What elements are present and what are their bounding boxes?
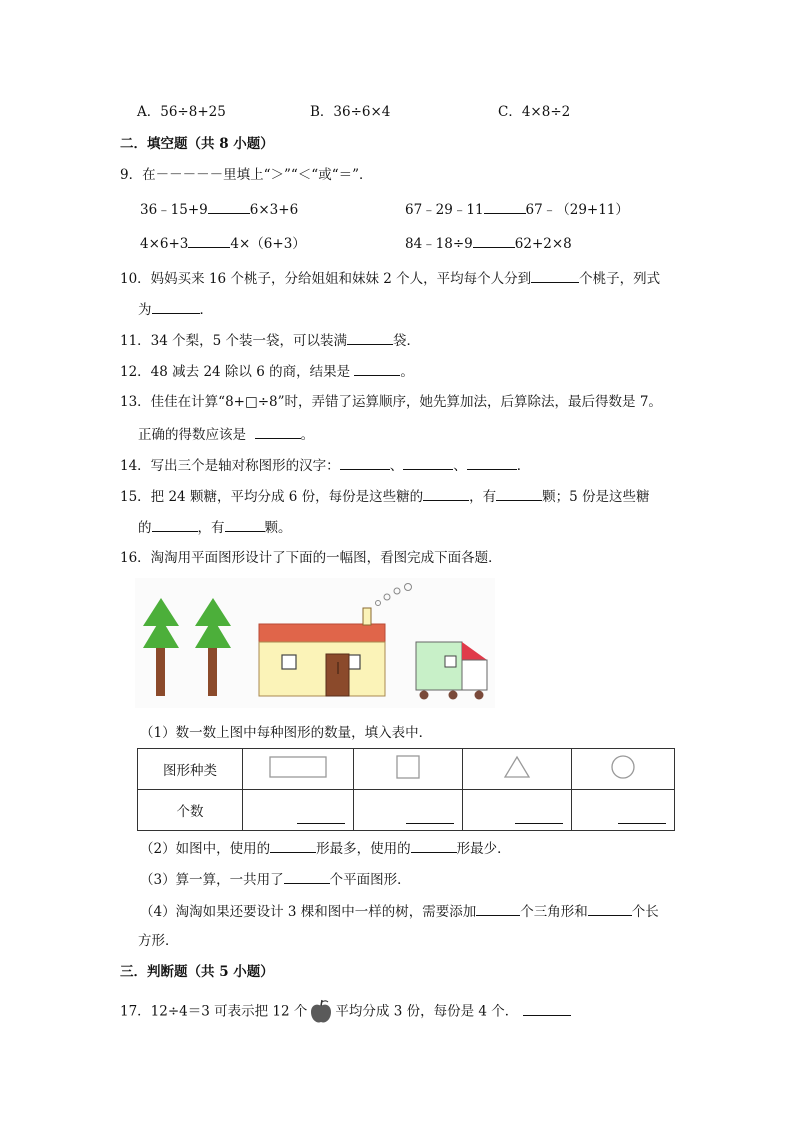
q9-r1-right-b: 67﹣（29+11） [525, 202, 629, 218]
circle-count-blank[interactable] [572, 790, 675, 831]
shapes-illustration [135, 578, 495, 708]
q16-sub4-c: 个长 [631, 904, 659, 920]
section3-title: 三．判断题（共 5 小题） [120, 964, 274, 980]
tree-left-trunk [156, 648, 165, 696]
q9-r2-right-blank[interactable] [473, 233, 515, 248]
house-wall [259, 642, 385, 696]
q9-r1-left-b: 6×3+6 [249, 202, 299, 218]
square-shape-cell [354, 749, 463, 790]
q8-option-a: A．56÷8+25 [137, 104, 226, 120]
triangle-shape-cell [463, 749, 572, 790]
q10-line2-a: 为 [138, 302, 152, 318]
q12-b: 。 [400, 364, 414, 380]
q16-sub3-blank[interactable] [284, 869, 330, 884]
table-header-shape-type: 图形种类 [138, 749, 243, 790]
q15-line1-a: 15．把 24 颗糖，平均分成 6 份，每份是这些糖的 [120, 489, 424, 505]
q13-line2-a: 正确的得数应该是 [138, 427, 246, 443]
square-shape-icon [396, 755, 420, 779]
q10-blank-1[interactable] [531, 268, 579, 283]
q15-line2 [138, 517, 292, 537]
house-door [326, 654, 349, 696]
q14-blank-2[interactable] [403, 455, 453, 470]
q15-blank-3[interactable] [152, 517, 198, 532]
q17-b: 平均分成 3 份，每份是 4 个． [335, 1003, 519, 1020]
triangle-shape-icon [503, 755, 531, 779]
q9-row1-right [405, 199, 629, 219]
q16-sub3-a: （3）算一算，一共用了 [140, 872, 284, 888]
q10-line1 [120, 268, 660, 288]
q10-line2 [138, 299, 213, 319]
q12-a: 12．48 减去 24 除以 6 的商，结果是 [120, 364, 351, 380]
q14-blank-1[interactable] [340, 455, 390, 470]
q9-row1-left [140, 199, 298, 219]
q10-line1-b: 个桃子，列式 [579, 271, 661, 287]
circle-shape-cell [572, 749, 675, 790]
q15-line1-c: 颗；5 份是这些糖 [542, 489, 650, 505]
q15-blank-1[interactable] [423, 486, 469, 501]
truck-window [445, 656, 456, 667]
q14-sep2: 、 [453, 458, 467, 474]
q15-blank-2[interactable] [496, 486, 542, 501]
q11 [120, 330, 420, 350]
q15-line1 [120, 486, 650, 506]
rectangle-shape-icon [269, 756, 327, 778]
truck-cab [462, 660, 487, 690]
q16-sub4-blank-1[interactable] [476, 901, 520, 916]
q9-r2-right-a: 84﹣18÷9 [405, 236, 473, 252]
table-row-count-label: 个数 [138, 790, 243, 831]
q16-sub2-a: （2）如图中，使用的 [140, 841, 271, 857]
q15-line1-b: ，有 [469, 489, 497, 505]
q9-row2-left [140, 233, 306, 253]
q9-r2-left-b: 4×（6+3） [230, 236, 306, 252]
q14-end: ． [516, 458, 531, 474]
q15-line2-c: 颗。 [264, 520, 292, 536]
q9-stem: 9．在－－－－－里填上“＞”“＜“或“＝”． [120, 167, 373, 183]
q14-sep1: 、 [389, 458, 404, 474]
truck-wheel-3 [475, 691, 484, 700]
square-count-blank[interactable] [354, 790, 463, 831]
circle-shape-icon [610, 754, 636, 780]
q11-a: 11．34 个梨，5 个装一袋，可以装满 [120, 333, 348, 349]
q13-blank[interactable] [255, 424, 301, 439]
section2-title: 二．填空题（共 8 小题） [120, 136, 274, 152]
q9-r1-left-a: 36﹣15+9 [140, 202, 208, 218]
q17-blank[interactable] [523, 1001, 571, 1016]
q14 [120, 455, 530, 475]
q16-sub2-b: 形最多，使用的 [316, 841, 411, 857]
q16-sub4-a: （4）淘淘如果还要设计 3 棵和图中一样的树，需要添加 [140, 904, 477, 920]
q9-r2-left-a: 4×6+3 [140, 236, 189, 252]
house-chimney [363, 608, 371, 625]
house-window-left [282, 655, 296, 669]
q9-row2-right [405, 233, 572, 253]
rectangle-count-blank[interactable] [243, 790, 354, 831]
q14-a: 14．写出三个是轴对称图形的汉字： [120, 458, 340, 474]
q16-sub3 [140, 869, 411, 889]
q12-blank[interactable] [354, 361, 400, 376]
q9-r2-left-blank[interactable] [188, 233, 230, 248]
q9-r1-right-blank[interactable] [484, 199, 526, 214]
q16-sub4-line1 [140, 901, 659, 921]
q9-r1-left-blank[interactable] [208, 199, 250, 214]
q14-blank-3[interactable] [467, 455, 517, 470]
truck-wheel-1 [420, 691, 429, 700]
q15-line2-a: 的 [138, 520, 152, 536]
q15-blank-4[interactable] [225, 517, 265, 532]
truck-wheel-2 [449, 691, 458, 700]
q16-sub2 [140, 838, 511, 858]
q16-sub2-blank-2[interactable] [411, 838, 457, 853]
table-row [138, 749, 675, 790]
q13-line1: 13．佳佳在计算“8+□÷8”时，弄错了运算顺序，她先算加法，后算除法，最后得数是 7。 [120, 394, 662, 410]
q10-blank-2[interactable] [152, 299, 200, 314]
q13-line2-b: 。 [300, 427, 315, 443]
q16-sub4-blank-2[interactable] [588, 901, 632, 916]
q16-sub1: （1）数一数上图中每种图形的数量，填入表中． [140, 725, 433, 741]
q11-blank[interactable] [347, 330, 393, 345]
house-roof [259, 624, 385, 642]
tree-right-trunk [208, 648, 217, 696]
table-row [138, 790, 675, 831]
q16-sub3-b: 个平面图形． [329, 872, 411, 888]
q16-sub4-line2: 方形． [138, 933, 179, 949]
shape-count-table [137, 748, 675, 831]
q17 [120, 999, 571, 1025]
q16-sub2-c: 形最少． [456, 841, 511, 857]
q16-sub2-blank-1[interactable] [270, 838, 316, 853]
q13-line2 [138, 424, 314, 444]
triangle-count-blank[interactable] [463, 790, 572, 831]
apple-icon [309, 999, 333, 1025]
q15-line2-b: ，有 [197, 520, 225, 536]
q12 [120, 361, 414, 381]
rectangle-shape-cell [243, 749, 354, 790]
q8-option-c: C．4×8÷2 [498, 104, 571, 120]
q10-line2-b: ． [199, 302, 213, 318]
q16-stem: 16．淘淘用平面图形设计了下面的一幅图，看图完成下面各题． [120, 550, 502, 566]
q16-sub4-b: 个三角形和 [520, 904, 588, 920]
q11-b: 袋． [393, 333, 421, 349]
q9-r2-right-b: 62+2×8 [514, 236, 572, 252]
q9-r1-right-a: 67﹣29﹣11 [405, 202, 484, 218]
q10-line1-a: 10．妈妈买来 16 个桃子，分给姐姐和妹妹 2 个人，平均每个人分到 [120, 271, 532, 287]
q8-option-b: B．36÷6×4 [310, 104, 391, 120]
q17-a: 17．12÷4＝3 可表示把 12 个 [120, 1003, 308, 1020]
